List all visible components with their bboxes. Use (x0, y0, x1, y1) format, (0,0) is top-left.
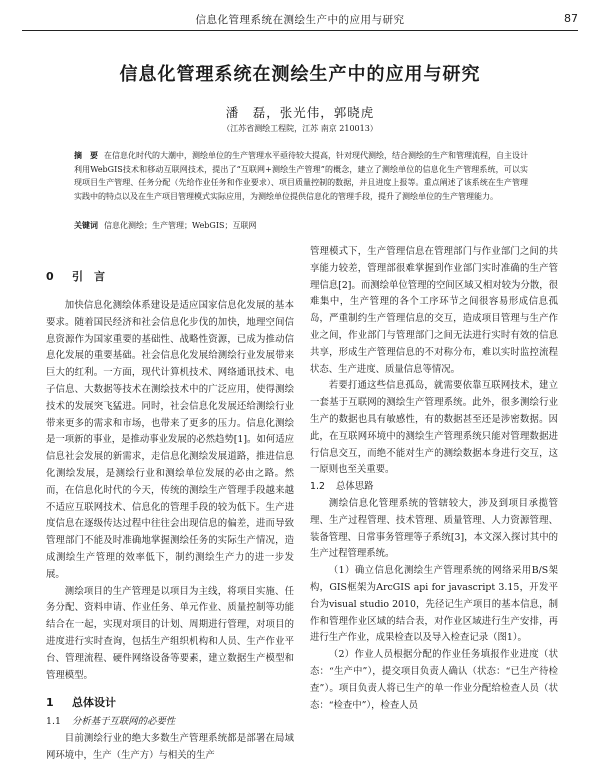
section-title: 总体设计 (72, 696, 116, 710)
section-number: 1 (46, 696, 54, 710)
body-paragraph: 测绘信息化管理系统的管辖较大，涉及到项目承揽管理、生产过程管理、技术管理、质量管理、人力资源管理、装备管理、日常事务管理等子系统[3]，本文深入探讨其中的生产过程管理系统。 (310, 497, 558, 560)
subsection-heading (46, 714, 294, 731)
running-head (22, 10, 578, 31)
subsection-number: 1.1 (46, 716, 61, 728)
right-column (310, 244, 558, 714)
running-head-title: 信息化管理系统在测绘生产中的应用与研究 (195, 14, 405, 26)
abstract-text: 在信息化时代的大潮中，测绘单位的生产管理水平亟待较大提高，针对现代测绘，结合测绘的生产和管理流程，自主设计利用WebGIS技术和移动互联网技术，提出了“互联网+测绘生产管理”的概念，建立了测绘单位的信息化生产管理系统，可以实现项目生产管理、任务分配（先给作业任务和作业要求）、项目质量控制的数据，并且进度上报等。重点阐述了该系统在生产管理实践中的特点以及在生产项目管理模式实际应用，为测绘单位提供信息化的管理手段，提升了测绘单位的生产管理能力。 (74, 151, 528, 201)
body-paragraph: 加快信息化测绘体系建设是适应国家信息化发展的基本要求。随着国民经济和社会信息化步伐的加快，地理空间信息资源作为国家重要的基础性、战略性资源，已成为推动信息化发展的重要基础。社会信息化发展给测绘行业发展带来巨大的红利。一方面，现代计算机技术、网络通讯技术、电子信息、大数据等技术在测绘技术中的广泛应用，使得测绘技术的发展突飞猛进。同时，社会信息化发展还给测绘行业带来更多的需求和市场，也带来了更多的压力。信息化测绘是一项新的事业，是推动事业发展的必然趋势[1]。如何适应信息社会发展的新需求，走信息化测绘发展道路，推进信息化测绘发展，是测绘行业和测绘单位发展的必由之路。然而，在信息化时代的今天，传统的测绘生产管理手段越来越不适应互联网技术、信息化的管理手段的较为低下。生产进度信息在逐级传达过程中往往会出现信息的偏差，进而导致管理部门不能及时准确地掌握测绘任务的实际生产情况，造成测绘生产管理的效率低下，制约测绘生产力的进一步发展。 (46, 300, 294, 580)
body-paragraph: （1）确立信息化测绘生产管理系统的网络采用B/S架构，GIS框架为ArcGIS api for javascript 3.15，开发平台为visual studio 2010，先径记生产项目的基本信息，制作和管理作业区域的结合表，对作业区域进行生产安排，再进行生产作业，成果检查以及导入检查记录（图1）。 (310, 565, 558, 644)
paper-title: 信息化管理系统在测绘生产中的应用与研究 (119, 64, 481, 85)
subsection-title: 分析基于互联网的必要性 (72, 716, 176, 728)
affiliation: （江苏省测绘工程院，江苏 南京 210013） (222, 124, 378, 133)
keywords (74, 219, 528, 232)
abstract (74, 149, 528, 203)
body-paragraph: 若要打通这些信息孤岛，就需要依靠互联网技术，建立一套基于互联网的测绘生产管理系统。此外，很多测绘行业生产的数据也具有敏感性，有的数据甚至还是涉密数据。因此，在互联网环境中的测绘生产管理系统只能对管理数据进行信息交互，而绝不能对生产的测绘数据本身进行交互，这一原则也至关重要。 (310, 380, 558, 476)
subsection-heading (310, 479, 558, 496)
subsection-number: 1.2 (310, 481, 325, 493)
body-paragraph: （2）作业人员根据分配的作业任务填报作业进度（状态：“生产中”），提交项目负责人确认（状态：“已生产待检查”）。项目负责人将已生产的单一作业分配给检查人员（状态：“检查中”），检查人员 (310, 649, 558, 711)
page-number: 87 (564, 12, 578, 25)
body-paragraph: 测绘项目的生产管理是以项目为主线，将项目实施、任务分配、资料申请、作业任务、单元作业、质量控制等功能结合在一起，实现对项目的计划、周期进行管理，对项目的进度进行实时查询，包括生产组织机构和人员、生产作业平台、管理流程、硬件网络设备等要素，建立数据生产模型和管理模型。 (46, 585, 294, 681)
abstract-label: 摘 要 (74, 151, 98, 160)
left-column (46, 244, 294, 765)
keywords-text: 信息化测绘；生产管理；WebGIS；互联网 (104, 221, 257, 230)
subsection-title: 总体思路 (336, 481, 374, 493)
section-number: 0 (46, 270, 54, 283)
body-paragraph: 管理模式下，生产管理信息在管理部门与作业部门之间的共享能力较差，管理部很难掌握到作业部门实时准确的生产管理信息[2]。而测绘单位管理的空间区域又相对较为分散，很难集中，生产管理的各个工序环节之间很容易形成信息孤岛，严重制约生产管理信息的交互，造成项目管理与生产作业之间，作业部门与管理部门之间无法进行实时有效的信息共享，形成生产管理信息的不对称分布，难以实时监控流程状态、生产进度、质量信息等情况。 (310, 246, 558, 375)
keywords-label: 关键词 (74, 221, 98, 230)
authors: 潘 磊，张光伟，郭晓虎 (225, 105, 375, 120)
section-heading-introduction (46, 268, 294, 286)
body-paragraph: 目前测绘行业的绝大多数生产管理系统都是部署在局域网环境中，生产（生产方）与相关的生产 (46, 733, 294, 761)
section-title: 引 言 (72, 270, 105, 283)
section-heading-overall-design (46, 694, 294, 712)
